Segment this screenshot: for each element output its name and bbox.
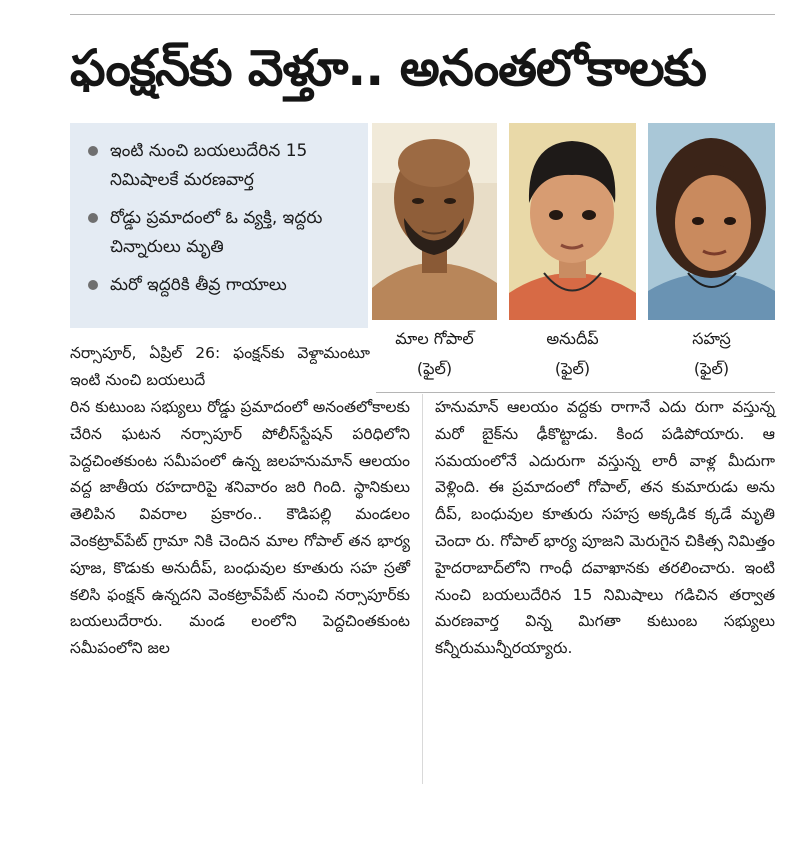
caption-label: (ఫైల్) [693,359,730,378]
article-column-right [435,394,775,662]
bullet-icon [88,213,98,223]
top-rule [70,14,775,15]
highlight-item [88,204,360,262]
caption-sahasra [648,324,775,384]
highlight-text: ఇంటి నుంచి బయలుదేరిన 15 నిమిషాలకే మరణవార్త [110,141,308,190]
caption-label: (ఫైల్) [416,359,453,378]
photo-sahasra [648,123,775,320]
photo-gopal [372,123,497,320]
highlights-list [70,123,368,300]
highlights-box [70,123,368,328]
caption-name: అనుదీప్ [546,329,599,348]
article-paragraph: హనుమాన్ ఆలయం వద్దకు రాగానే ఎదు రుగా వస్తున్న మరో బైక్‌ను ఢీకొట్టాడు. కింద పడిపోయారు. ఆ సమయంలోనే ఎదురుగా వస్తున్న లారీ వాళ్ల మీదుగా వెళ్లింది. ఈ ప్రమాదంలో గోపాల్, తన కుమారుడు అను దీప్, బంధువుల కూతురు సహస్ర అక్కడిక క్కడే మృతి చెందా రు. గోపాల్ భార్య పూజని మెరుగైన చికిత్స నిమిత్తం హైదరాబాద్‌లోని గాంధీ దవాఖానకు తరలించారు. ఇంటి నుంచి బయలుదేరిన 15 నిమిషాలు గడిచిన తర్వాత మరణవార్త విన్న మిగతా కుటుంబ సభ్యులు కన్నీరుమున్నీరయ్యారు. [435,398,775,658]
article-paragraph: రిన కుటుంబ సభ్యులు రోడ్డు ప్రమాదంలో అనంతలోకాలకు చేరిన ఘటన నర్సాపూర్ పోలీస్‌స్టేషన్ పరిధిలోని పెద్దచింతకుంట సమీపంలో ఉన్న జలహనుమాన్ ఆలయం వద్ద జాతీయ రహదారిపై శనివారం జరి గింది. స్థానికులు తెలిపిన వివరాల ప్రకారం.. కౌడిపల్లి మండలం వెంకట్రావ్‌పేట్ గ్రామా నికి చెందిన మాల గోపాల్ తన భార్య పూజ, కొడుకు అనుదీప్, బంధువుల కూతురు సహ స్రతో కలిసి ఫంక్షన్ ఉన్నదని వెంకట్రావ్‌పేట్ నుంచి నర్సాపూర్‌కు బయలుదేరారు. మండ లంలోని పెద్దచింతకుంట సమీపంలోని జల [70,398,410,658]
caption-label: (ఫైల్) [554,359,591,378]
caption-name: మాల గోపాల్ [395,329,474,348]
bullet-icon [88,280,98,290]
girl-portrait-image [648,123,775,320]
highlight-text: రోడ్డు ప్రమాదంలో ఓ వ్యక్తి, ఇద్దరు చిన్నారులు మృతి [110,208,323,257]
article-paragraph: నర్సాపూర్, ఏప్రిల్ 26: ఫంక్షన్‌కు వెళ్దామంటూ ఇంటి నుంచి బయలుదే [70,344,370,389]
caption-gopal [372,324,497,384]
photo-divider [376,392,775,393]
article-column-left [70,394,410,662]
column-divider [422,394,423,784]
man-portrait-image [372,123,497,320]
highlight-item [88,271,360,300]
highlight-item [88,137,360,195]
photo-anudeep [509,123,636,320]
headline: ఫంక్షన్‌కు వెళ్తూ.. అనంతలోకాలకు [70,39,706,97]
article-intro [70,340,370,394]
bullet-icon [88,146,98,156]
boy-portrait-image [509,123,636,320]
highlight-text: మరో ఇద్దరికి తీవ్ర గాయాలు [110,275,287,295]
caption-anudeep [509,324,636,384]
caption-name: సహస్ర [692,329,731,348]
